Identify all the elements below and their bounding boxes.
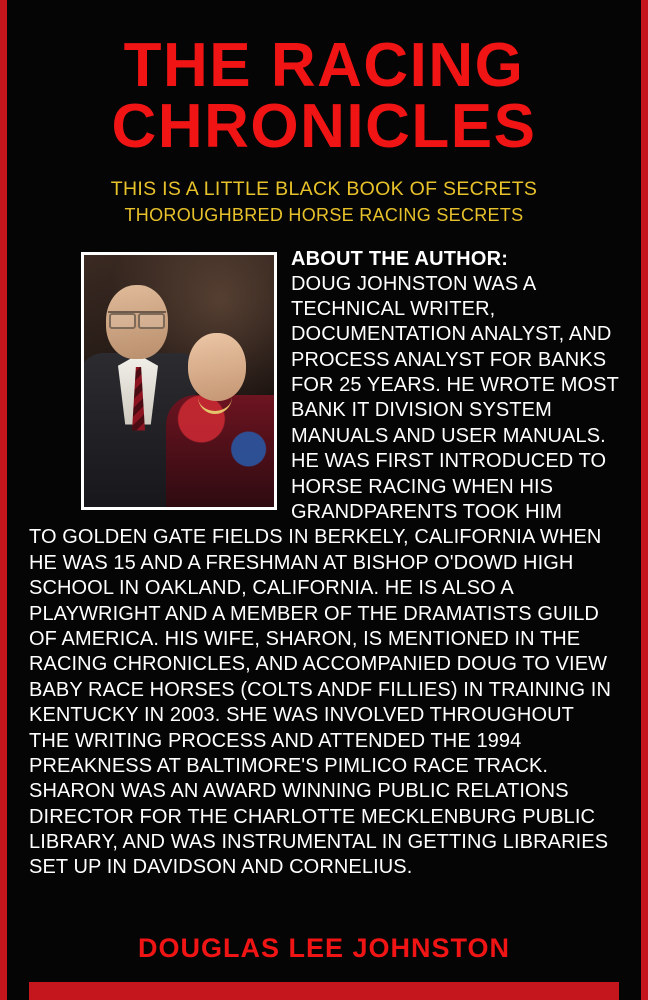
photo-woman-head (188, 333, 246, 401)
about-author-section (7, 248, 641, 881)
book-subtitle-secondary: THOROUGHBRED HORSE RACING SECRETS (124, 204, 524, 225)
author-photo (81, 252, 277, 510)
about-author-heading: ABOUT THE AUTHOR: (291, 247, 509, 270)
photo-man-glasses (108, 311, 166, 326)
book-subtitle-primary: THIS IS A LITTLE BLACK BOOK OF SECRETS (110, 177, 538, 200)
about-author-text-continued: TO GOLDEN GATE FIELDS IN BERKELY, CALIFORNIA WHEN HE WAS 15 AND A FRESHMAN AT BISHOP O'DOWD HIGH SCHOOL IN OAKLAND, CALIFORNIA. HE IS ALSO A PLAYWRIGHT AND A MEMBER OF THE DRAMATISTS GUILD OF AMERICA. HIS WIFE, SHARON, IS MENTIONED IN THE RACING CHRONICLES, AND ACCOMPANIED DOUG TO VIEW BABY RACE HORSES (COLTS ANDF FILLIES) IN TRAINING IN KENTUCKY IN 2003. SHE WAS INVOLVED THROUGHOUT THE WRITING PROCESS AND ATTENDED THE 1994 PREAKNESS AT BALTIMORE'S PIMLICO RACE TRACK. SHARON WAS AN AWARD WINNING PUBLIC RELATIONS DIRECTOR FOR THE CHARLOTTE MECKLENBURG PUBLIC LIBRARY, AND WAS INSTRUMENTAL IN GETTING LIBRARIES SET UP IN DAVIDSON AND CORNELIUS. (29, 526, 611, 879)
bottom-accent-bar (29, 982, 619, 1000)
book-title-line-2: CHRONICLES (111, 91, 537, 161)
title-block (7, 0, 641, 161)
author-name: DOUGLAS LEE JOHNSTON (137, 933, 511, 963)
about-author-text-wrapped: DOUG JOHNSTON WAS A TECHNICAL WRITER, DOCUMENTATION ANALYST, AND PROCESS ANALYST FOR BANKS FOR 25 YEARS. HE WROTE MOST BANK IT DIVISION SYSTEM MANUALS AND USER MANUALS. HE WAS FIRST INTRODUCED TO HORSE RACING WHEN HIS GRANDPARENTS TOOK HIM (291, 272, 619, 524)
book-title-line-1: THE RACING (123, 31, 525, 100)
